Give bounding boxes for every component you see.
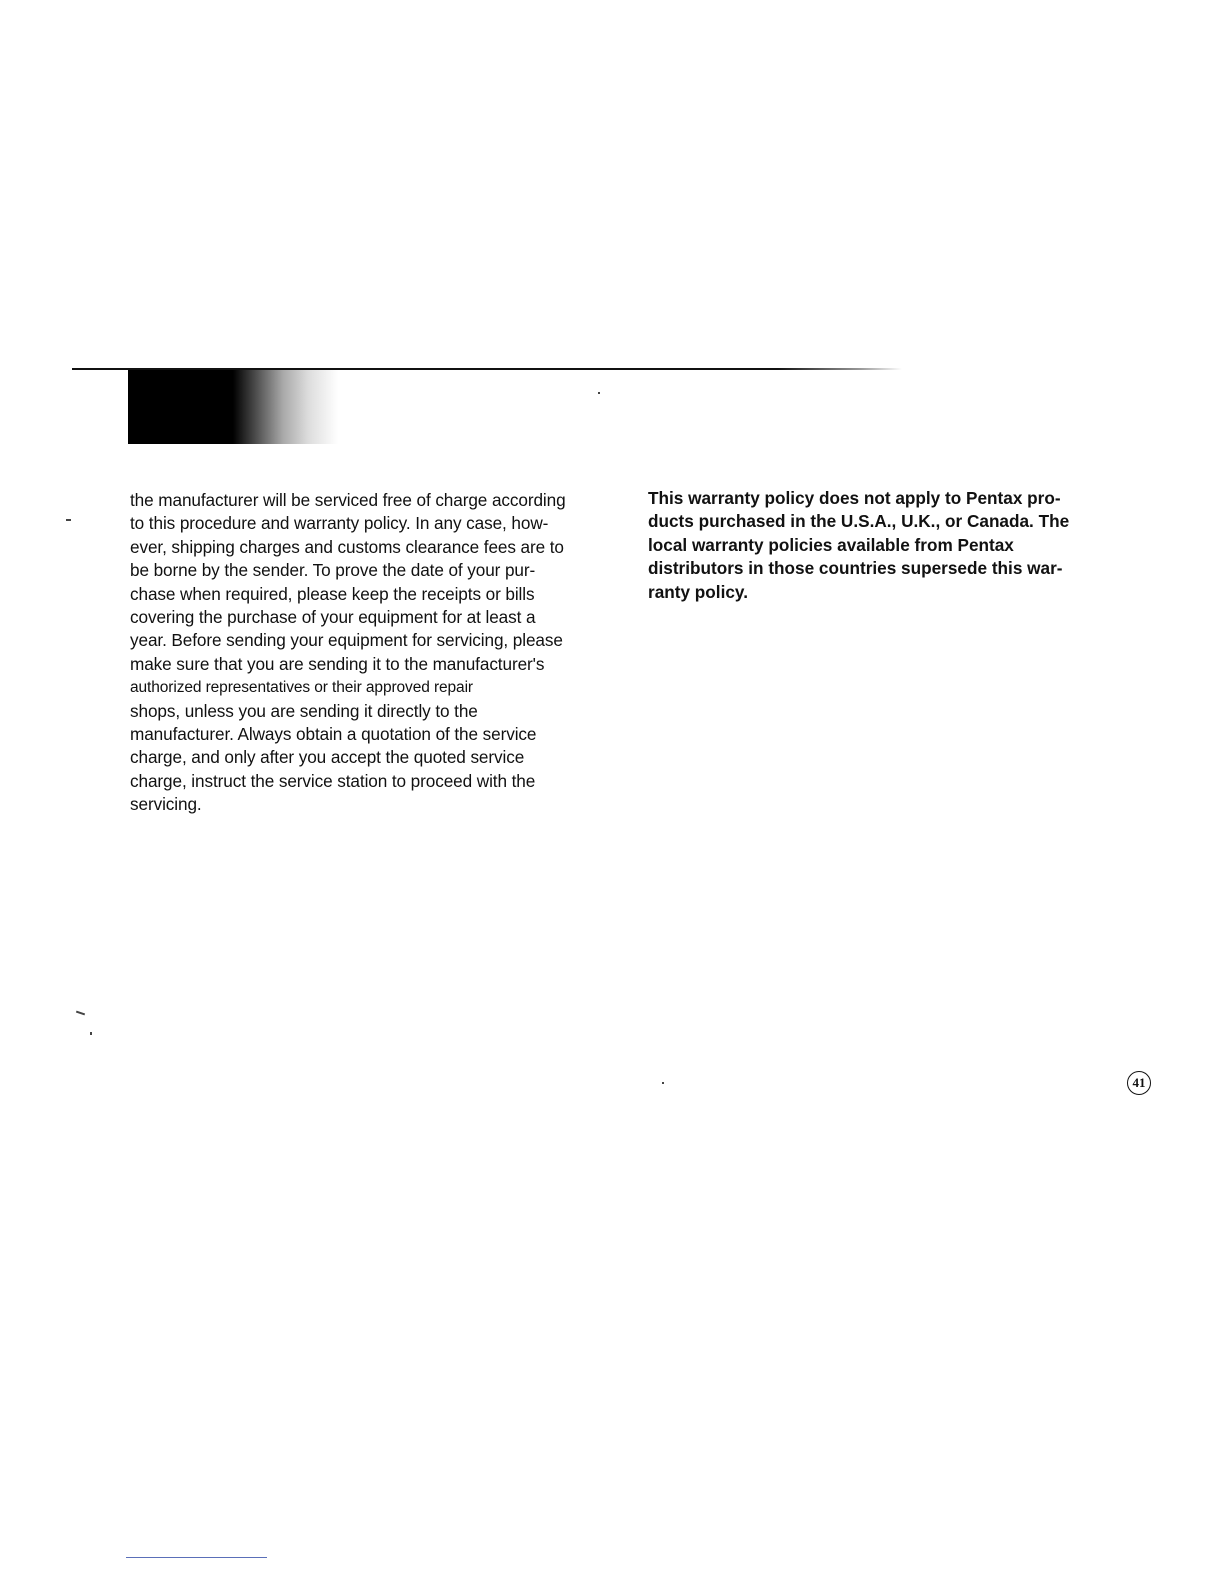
text-line: charge, instruct the service station to proceed with the bbox=[130, 770, 536, 791]
footer-rule bbox=[126, 1557, 267, 1558]
text-line: to this procedure and warranty policy. In any case, how- bbox=[130, 513, 549, 534]
scan-speck bbox=[662, 1082, 664, 1084]
scan-speck bbox=[598, 392, 600, 394]
text-line: shops, unless you are sending it directly to the bbox=[130, 700, 478, 721]
text-line: charge, and only after you accept the quoted service bbox=[130, 747, 525, 768]
text-line: ever, shipping charges and customs clearance fees are to bbox=[130, 536, 564, 557]
text-line: servicing. bbox=[130, 794, 202, 815]
scan-speck bbox=[76, 1011, 85, 1016]
text-line: covering the purchase of your equipment for at least a bbox=[130, 607, 536, 628]
left-column-text bbox=[130, 489, 602, 817]
text-line: distributors in those countries supersede this war- bbox=[648, 558, 1063, 579]
text-line: ranty policy. bbox=[648, 581, 748, 602]
page-number: 41 bbox=[1127, 1071, 1151, 1095]
scan-speck bbox=[66, 519, 71, 521]
text-line: year. Before sending your equipment for servicing, please bbox=[130, 630, 563, 651]
text-line: ducts purchased in the U.S.A., U.K., or Canada. The bbox=[648, 511, 1070, 532]
scan-speck bbox=[90, 1032, 92, 1035]
text-line: the manufacturer will be serviced free of charge according bbox=[130, 490, 566, 510]
text-line: authorized representatives or their approved repair bbox=[130, 679, 473, 697]
text-line: be borne by the sender. To prove the date of your pur- bbox=[130, 560, 536, 581]
text-line: make sure that you are sending it to the manufacturer's bbox=[130, 653, 545, 674]
right-column-warranty-note bbox=[648, 487, 1108, 604]
header-gradient-block bbox=[128, 370, 338, 444]
text-line: chase when required, please keep the receipts or bills bbox=[130, 583, 535, 604]
text-line: manufacturer. Always obtain a quotation of the service bbox=[130, 724, 537, 745]
text-line: This warranty policy does not apply to Pentax pro- bbox=[648, 488, 1061, 508]
text-line: local warranty policies available from Pentax bbox=[648, 534, 1014, 555]
